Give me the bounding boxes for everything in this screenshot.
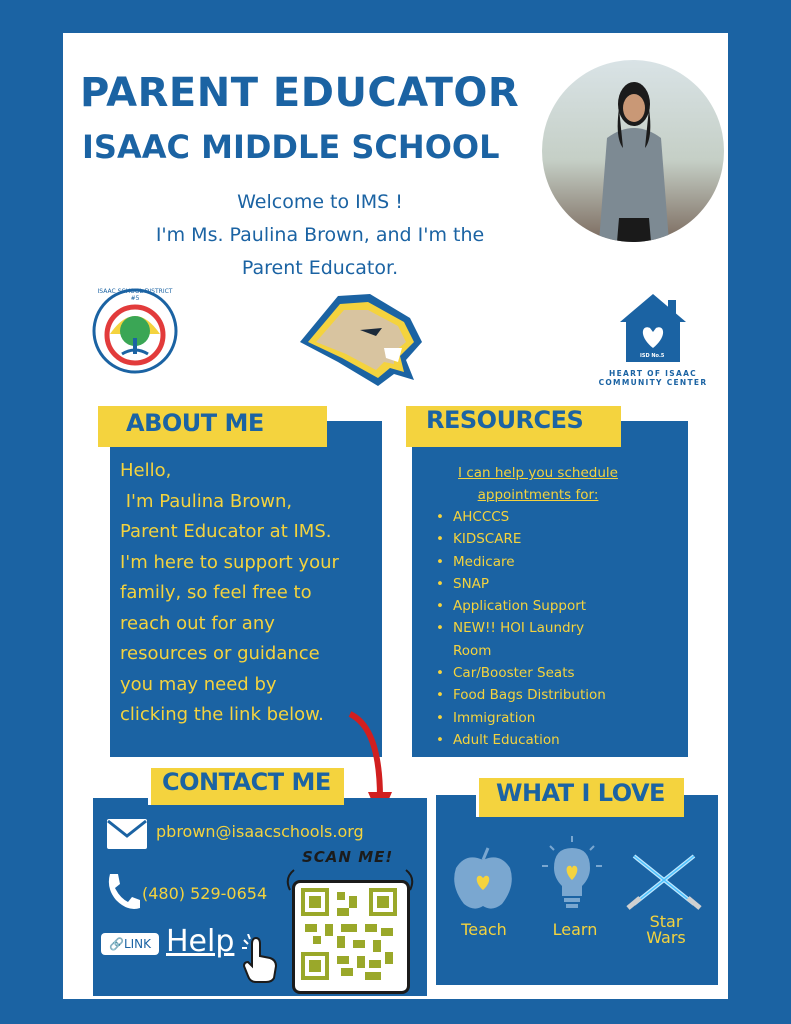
list-item: • KIDSCARE bbox=[436, 528, 606, 550]
phone-icon bbox=[104, 872, 140, 912]
about-line: I'm here to support your bbox=[120, 551, 339, 573]
welcome-message bbox=[100, 186, 540, 285]
contact-heading: CONTACT ME bbox=[162, 768, 331, 796]
about-line: Parent Educator at IMS. bbox=[120, 521, 332, 542]
hoi-line: COMMUNITY CENTER bbox=[598, 378, 708, 387]
about-line: I'm Paulina Brown, bbox=[120, 490, 293, 512]
portrait-photo bbox=[542, 60, 724, 242]
list-item: • Adult Education bbox=[436, 729, 606, 751]
love-label-teach: Teach bbox=[461, 920, 507, 939]
resources-intro bbox=[420, 462, 656, 506]
help-link[interactable]: Help bbox=[166, 924, 235, 959]
welcome-line: Welcome to IMS ! bbox=[237, 191, 403, 213]
welcome-line: Parent Educator. bbox=[241, 257, 399, 279]
about-line: clicking the link below. bbox=[120, 704, 324, 725]
love-heading: WHAT I LOVE bbox=[496, 779, 665, 807]
link-badge-label: LINK bbox=[123, 937, 152, 951]
about-line: you may need by bbox=[120, 673, 277, 695]
school-name: ISAAC MIDDLE SCHOOL bbox=[82, 128, 500, 166]
list-item-continued: Room bbox=[453, 642, 492, 659]
hoi-house-text: ISD No.5 bbox=[640, 353, 665, 359]
link-chain-icon: 🔗 bbox=[108, 937, 124, 951]
list-item: • AHCCCS bbox=[436, 506, 606, 528]
link-badge[interactable] bbox=[101, 933, 159, 955]
about-line: resources or guidance bbox=[120, 643, 320, 664]
apple-icon bbox=[450, 846, 516, 912]
qr-code[interactable] bbox=[301, 888, 397, 980]
love-label-learn: Learn bbox=[552, 920, 598, 939]
list-item: • Car/Booster Seats bbox=[436, 662, 606, 684]
district-logo-text: ISAAC SCHOOL DISTRICT #5 bbox=[97, 288, 173, 302]
phone-link[interactable]: (480) 529-0654 bbox=[142, 884, 268, 903]
resources-list bbox=[436, 506, 606, 751]
resources-intro-line: appointments for: bbox=[477, 487, 599, 503]
list-item: • SNAP bbox=[436, 573, 606, 595]
hoi-caption bbox=[592, 369, 714, 387]
resources-heading: RESOURCES bbox=[426, 406, 584, 434]
lightsaber-icon bbox=[626, 852, 702, 912]
about-line: Hello, bbox=[120, 460, 172, 481]
list-item: • Food Bags Distribution bbox=[436, 684, 606, 706]
pointer-hand-icon bbox=[240, 934, 280, 984]
welcome-line: I'm Ms. Paulina Brown, and I'm the bbox=[155, 224, 485, 246]
cougar-mascot-icon bbox=[298, 290, 424, 388]
email-link[interactable]: pbrown@isaacschools.org bbox=[156, 822, 364, 841]
about-line: family, so feel free to bbox=[120, 582, 312, 603]
love-label-line: Wars bbox=[646, 928, 686, 947]
lightbulb-icon bbox=[540, 836, 604, 914]
list-item: • Immigration bbox=[436, 707, 606, 729]
scan-me-label: SCAN ME! bbox=[302, 848, 394, 866]
list-item: • Application Support bbox=[436, 595, 606, 617]
person-illustration bbox=[597, 68, 671, 242]
about-text bbox=[120, 456, 370, 731]
mail-icon bbox=[106, 818, 148, 850]
love-label-star-wars bbox=[621, 914, 711, 946]
hoi-line: HEART OF ISAAC bbox=[609, 369, 697, 378]
list-item: • Medicare bbox=[436, 551, 606, 573]
about-heading: ABOUT ME bbox=[126, 409, 264, 437]
page-title: PARENT EDUCATOR bbox=[80, 70, 520, 116]
list-item: • NEW!! HOI Laundry bbox=[436, 617, 606, 639]
about-line: reach out for any bbox=[120, 612, 275, 634]
love-label-line: Star bbox=[649, 912, 683, 931]
resources-intro-line: I can help you schedule bbox=[458, 465, 618, 481]
